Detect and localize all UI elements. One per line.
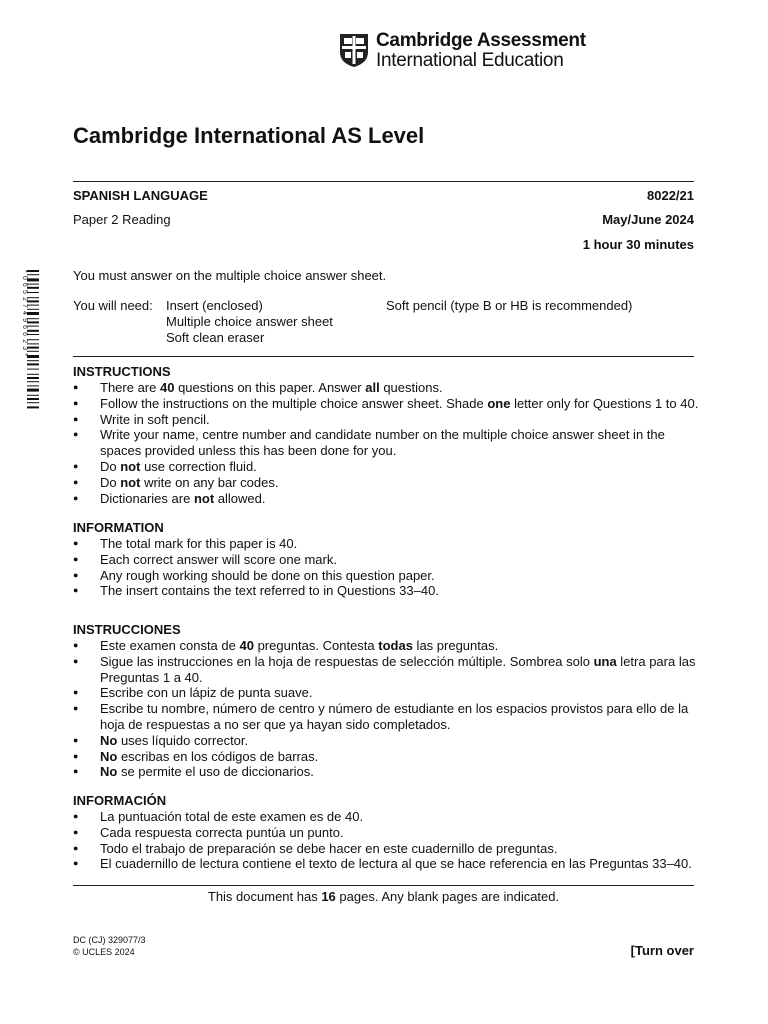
barcode-bar <box>27 374 39 375</box>
list-item-text: Escribe tu nombre, número de centro y número de estudiante en los espacios provistos para ello de la hoja de respuestas a no ser que ya hayan sido completados. <box>100 701 689 732</box>
list-item <box>73 841 703 857</box>
barcode-bar <box>27 395 39 396</box>
list-item <box>73 568 703 584</box>
list-item-text: se permite el uso de diccionarios. <box>117 764 314 780</box>
list-item-text: Do <box>100 458 121 474</box>
list-item-text: The total mark for this paper is 40. <box>100 536 298 551</box>
list-item-text: questions on this paper. Answer <box>174 380 366 395</box>
list-item <box>73 809 703 825</box>
list-item <box>73 583 703 599</box>
list-item-text: There are <box>100 380 160 395</box>
list-item-text: Escribe con un lápiz de punta suave. <box>100 685 313 701</box>
list-item-text: No <box>100 748 118 764</box>
list-item-text: 40 <box>239 638 254 653</box>
barcode-text: * 0 6 5 2 7 4 9 6 6 2 3 * <box>21 270 28 357</box>
instructions-list <box>73 380 703 506</box>
informacion-heading: INFORMACIÓN <box>73 793 167 808</box>
list-item <box>73 856 703 872</box>
list-item <box>73 380 703 396</box>
list-item-text: Sigue las instrucciones en la hoja de respuestas de selección múltiple. Sombrea solo <box>100 653 594 669</box>
barcode-bar <box>27 355 39 358</box>
barcode-bar <box>27 270 39 272</box>
barcode-bar <box>27 347 39 349</box>
list-item-text: allowed. <box>214 490 266 506</box>
list-item-text: one <box>487 395 511 411</box>
page-count-note <box>73 889 694 905</box>
logo-line-1: Cambridge Assessment <box>376 30 586 51</box>
list-item <box>73 638 703 654</box>
informacion-list <box>73 809 703 872</box>
list-item <box>73 825 703 841</box>
syllabus-code: 8022/21 <box>647 188 694 203</box>
instrucciones-heading: INSTRUCCIONES <box>73 622 181 637</box>
barcode-bar <box>27 360 39 361</box>
barcode-bar <box>27 369 39 370</box>
need-label: You will need: <box>73 298 153 313</box>
exam-duration: 1 hour 30 minutes <box>582 237 694 252</box>
barcode-bar <box>27 385 39 386</box>
cambridge-logo <box>338 30 586 71</box>
list-item <box>73 749 703 765</box>
turn-over: [Turn over <box>630 943 694 958</box>
need-item: Soft pencil (type B or HB is recommended) <box>386 298 633 313</box>
barcode-bar <box>27 343 39 344</box>
list-item <box>73 654 703 686</box>
qualification-title: Cambridge International AS Level <box>73 123 425 148</box>
barcode-bar <box>27 297 39 298</box>
list-item-text: Each correct answer will score one mark. <box>100 551 337 567</box>
barcode-bar <box>27 287 39 289</box>
barcode-bar <box>27 274 39 275</box>
list-item <box>73 412 703 428</box>
instructions-heading: INSTRUCTIONS <box>73 364 171 379</box>
list-item <box>73 733 703 749</box>
barcode-bar <box>27 292 39 293</box>
need-item: Soft clean eraser <box>166 329 265 345</box>
copyright: © UCLES 2024 <box>73 947 135 957</box>
barcode-bar <box>27 321 39 323</box>
logo-line-2: International Education <box>376 50 564 71</box>
page-count-post: pages. Any blank pages are indicated. <box>335 889 560 904</box>
list-item-text: las preguntas. <box>412 638 499 653</box>
barcode <box>27 270 39 410</box>
list-item-text: all <box>365 380 380 395</box>
need-list-1 <box>166 298 333 345</box>
list-item-text: El cuadernillo de lectura contiene el texto de lectura al que se hace referencia en las Preguntas 33–40. <box>100 856 692 872</box>
barcode-bar <box>27 389 39 392</box>
barcode-bar <box>27 326 39 327</box>
barcode-bar <box>27 406 39 408</box>
barcode-bar <box>27 377 39 379</box>
barcode-bar <box>27 339 39 340</box>
barcode-bar <box>27 305 39 306</box>
divider-top <box>73 181 694 182</box>
answer-note: You must answer on the multiple choice answer sheet. <box>73 268 387 283</box>
paper-name: Paper 2 Reading <box>73 212 171 227</box>
barcode-bar <box>27 334 39 335</box>
list-item <box>73 427 703 459</box>
information-heading: INFORMATION <box>73 520 164 535</box>
list-item-text: not <box>193 490 215 506</box>
list-item-text: Todo el trabajo de preparación se debe hacer en este cuadernillo de preguntas. <box>100 840 558 856</box>
list-item-text: escribas en los códigos de barras. <box>117 748 319 764</box>
list-item-text: Cada respuesta correcta puntúa un punto. <box>100 824 344 840</box>
list-item <box>73 491 703 507</box>
subject: SPANISH LANGUAGE <box>73 188 208 203</box>
barcode-bar <box>27 363 39 365</box>
barcode-bar <box>27 318 39 319</box>
page-count-pre: This document has <box>207 889 322 904</box>
list-item-text: Write in soft pencil. <box>100 411 210 427</box>
exam-session: May/June 2024 <box>602 212 694 227</box>
list-item <box>73 475 703 491</box>
list-item <box>73 685 703 701</box>
list-item-text: not <box>120 458 141 474</box>
list-item-text: La puntuación total de este examen es de 40. <box>100 809 364 824</box>
list-item-text: Dictionaries are <box>100 490 194 506</box>
need-item: Multiple choice answer sheet <box>166 313 333 329</box>
list-item-text: letter only for Questions 1 to 40. <box>510 395 699 411</box>
instrucciones-list <box>73 638 703 780</box>
list-item-text: use correction fluid. <box>140 458 257 474</box>
list-item-text: No <box>100 764 118 780</box>
page-count-number: 16 <box>321 889 336 904</box>
barcode-bar <box>27 330 39 332</box>
list-item-text: todas <box>378 638 413 653</box>
list-item <box>73 701 703 733</box>
list-item <box>73 536 703 552</box>
list-item <box>73 552 703 568</box>
barcode-bar <box>27 300 39 302</box>
list-item-text: Follow the instructions on the multiple choice answer sheet. Shade <box>100 395 488 411</box>
barcode-bar <box>27 398 39 400</box>
barcode-bar <box>27 278 39 281</box>
list-item <box>73 764 703 780</box>
list-item-text: The insert contains the text referred to in Questions 33–40. <box>100 583 439 599</box>
list-item-text: uses líquido corrector. <box>117 732 249 748</box>
need-list-2 <box>386 298 632 314</box>
list-item-text: letra para las Preguntas 1 a 40. <box>100 653 696 685</box>
footer-ref <box>73 934 146 958</box>
information-list <box>73 536 703 599</box>
barcode-bar <box>27 351 39 352</box>
list-item-text: una <box>593 653 617 669</box>
list-item-text: Este examen consta de <box>100 638 240 653</box>
barcode-bar <box>27 381 39 382</box>
list-item-text: Any rough working should be done on this question paper. <box>100 567 435 583</box>
list-item-text: questions. <box>379 380 443 395</box>
list-item <box>73 396 703 412</box>
barcode-bar <box>27 284 39 285</box>
barcode-bar <box>27 402 39 403</box>
divider-bottom <box>73 885 694 886</box>
list-item-text: preguntas. Contesta <box>253 638 379 653</box>
university-crest-icon <box>338 32 370 68</box>
list-item-text: Write your name, centre number and candidate number on the multiple choice answer sheet in the spaces provided unless this has been done for you. <box>100 427 665 459</box>
document-reference: DC (CJ) 329077/3 <box>73 935 146 945</box>
list-item-text: write on any bar codes. <box>140 474 279 490</box>
list-item-text: 40 <box>159 380 175 395</box>
list-item-text: No <box>100 732 118 748</box>
list-item-text: Do <box>100 474 121 490</box>
need-item: Insert (enclosed) <box>166 298 263 313</box>
barcode-bar <box>27 309 39 310</box>
list-item <box>73 459 703 475</box>
barcode-bar <box>27 312 39 315</box>
list-item-text: not <box>120 474 141 490</box>
barcode-number <box>20 270 28 410</box>
divider-mid <box>73 356 694 357</box>
